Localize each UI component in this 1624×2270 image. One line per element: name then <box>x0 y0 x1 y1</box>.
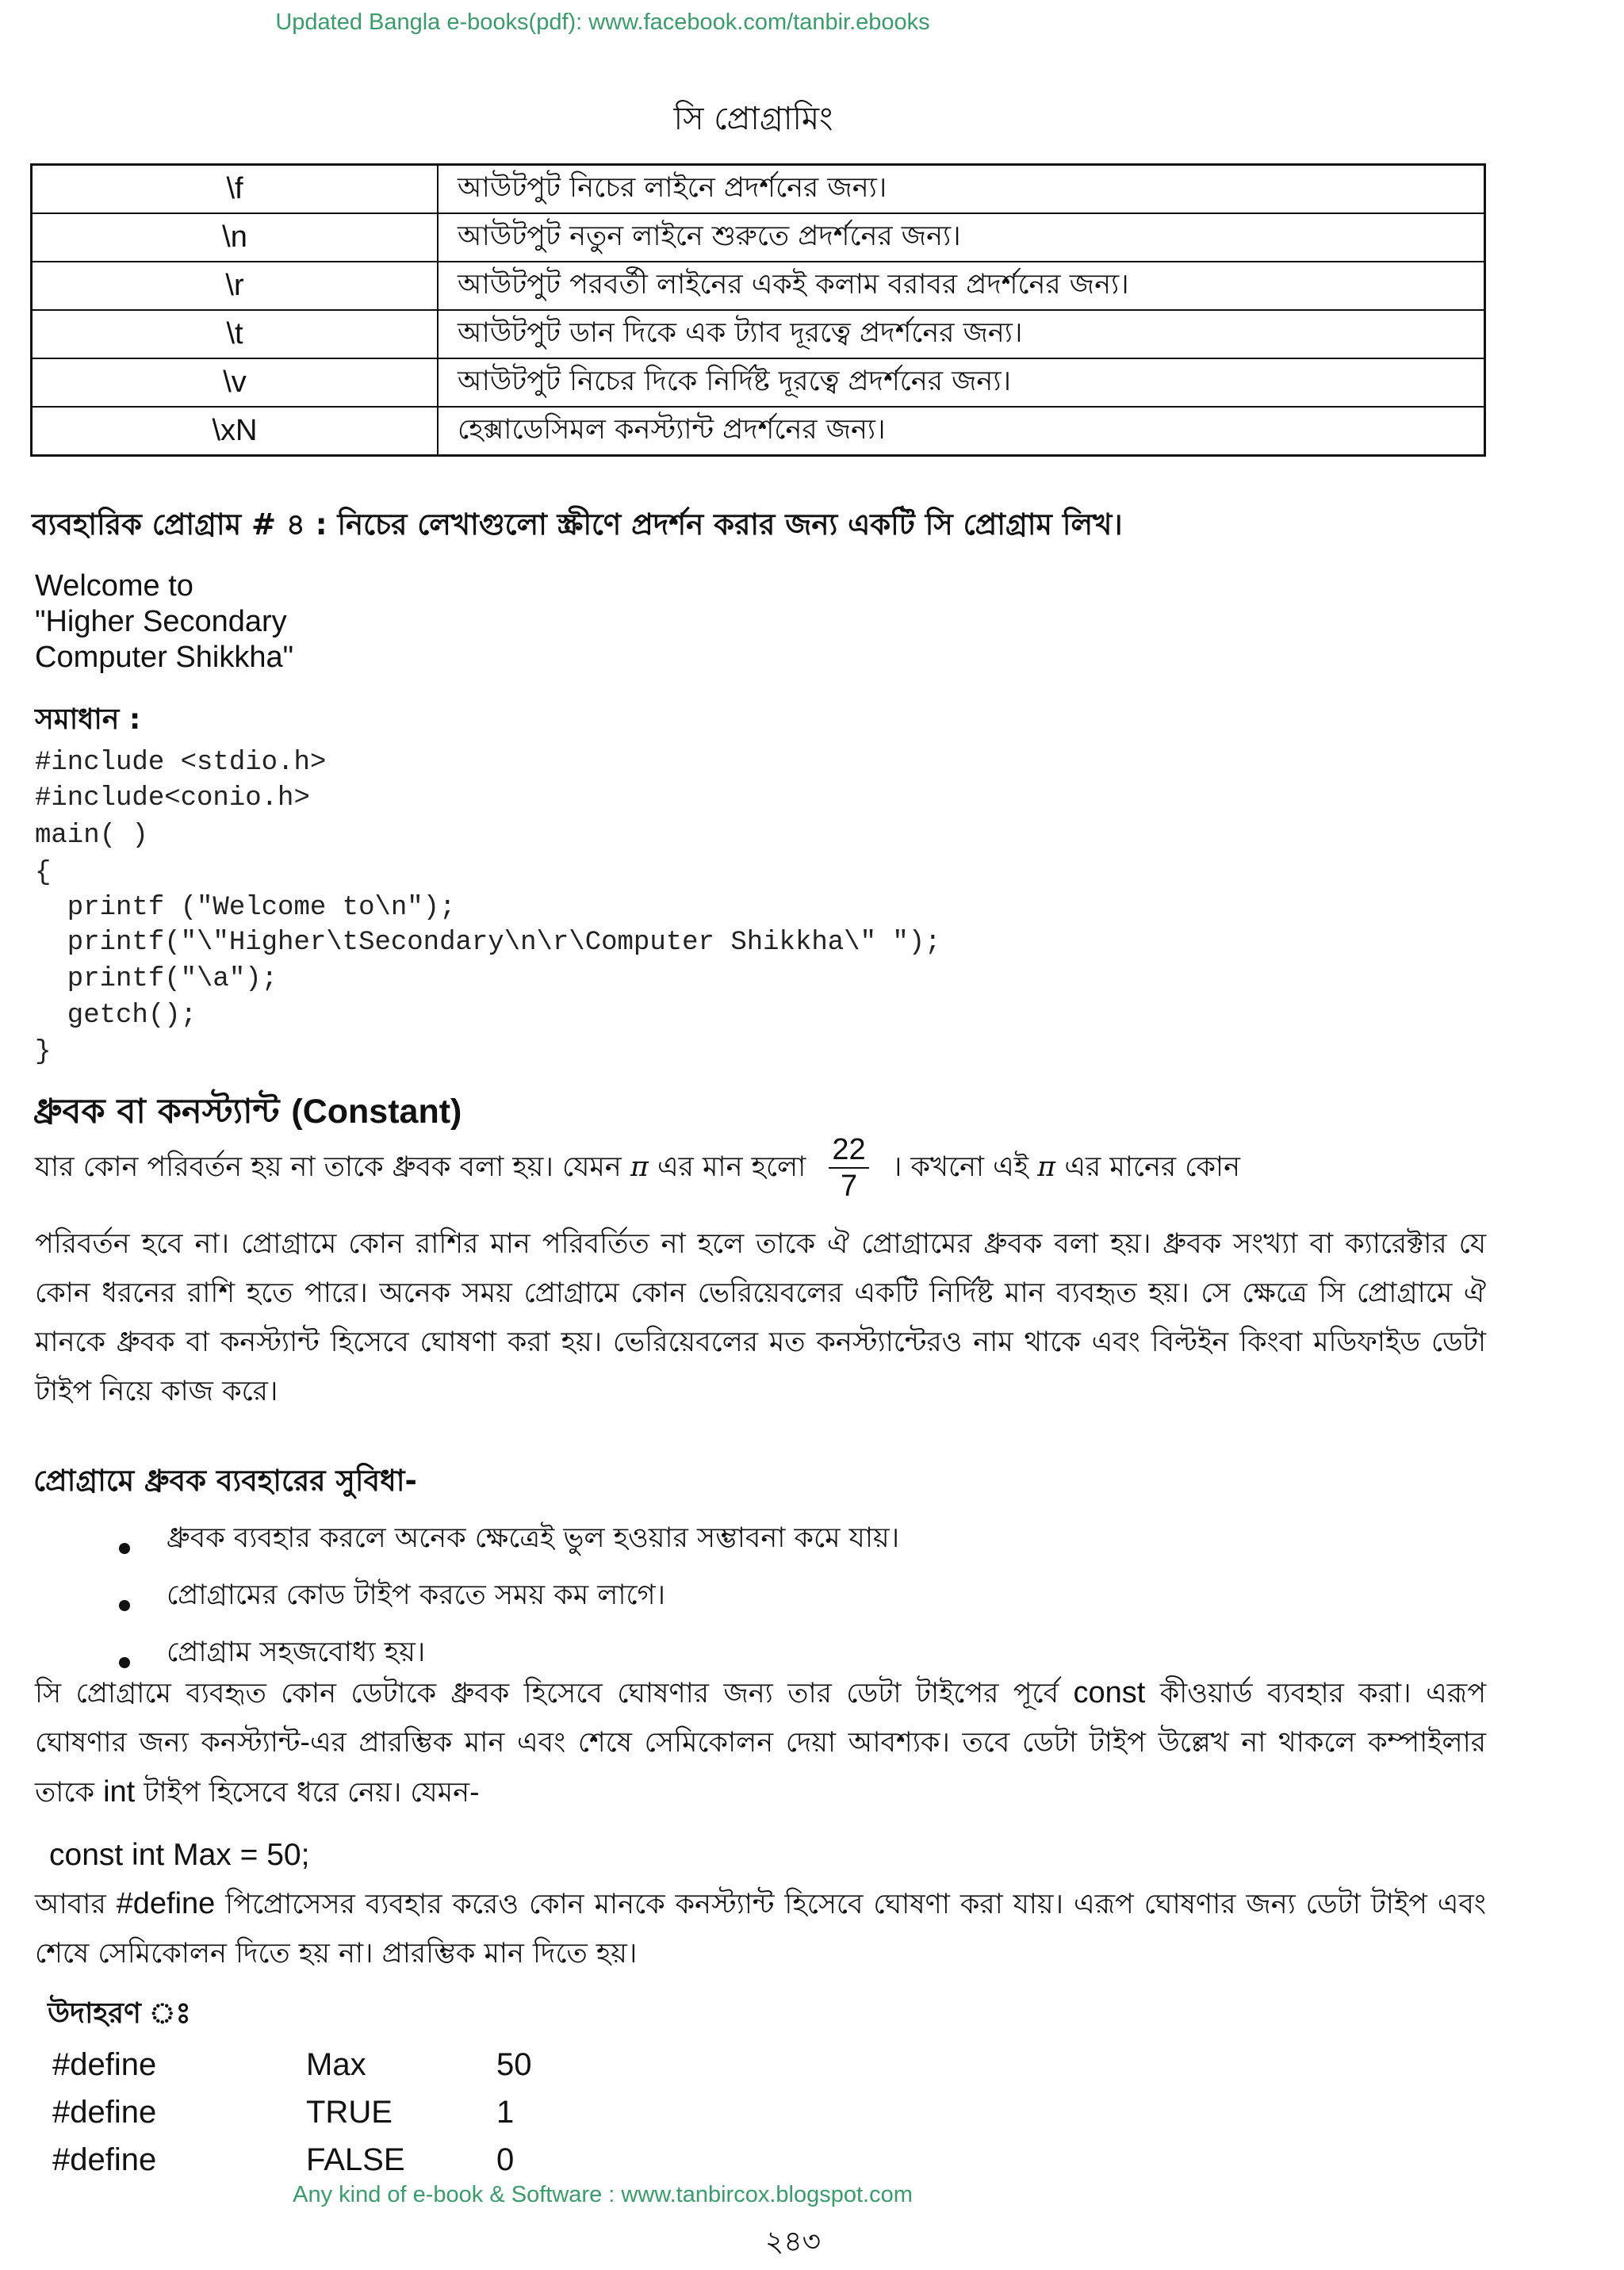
escape-description: আউটপুট নিচের দিকে নির্দিষ্ট দূরত্বে প্রদর্শনের জন্য। <box>438 358 1485 407</box>
bullet-icon <box>119 1600 130 1611</box>
top-banner: Updated Bangla e-books(pdf): www.facebook.com/tanbir.ebooks <box>275 10 930 35</box>
text: টাইপ হিসেবে ধরে নেয়। যেমন- <box>144 1777 480 1809</box>
code-line: main( ) <box>35 821 148 851</box>
define-value: 0 <box>496 2142 515 2177</box>
escape-code: \xN <box>32 407 439 456</box>
fraction <box>829 1132 868 1204</box>
solution-label: সমাধান : <box>35 703 141 736</box>
define-paragraph <box>35 1879 1486 1978</box>
code-line: #include <stdio.h> <box>35 748 327 778</box>
define-name: Max <box>306 2047 366 2082</box>
pi-symbol: π <box>630 1151 649 1183</box>
escape-code: \n <box>32 213 439 262</box>
table-row <box>32 262 1485 310</box>
table-row <box>32 213 1485 262</box>
define-value: 50 <box>496 2047 532 2082</box>
escape-code: \v <box>32 358 439 407</box>
const-example: const int Max = 50; <box>49 1838 310 1872</box>
sample-output-line: Computer Shikkha" <box>35 641 294 674</box>
page-number: ২৪৩ <box>764 2226 822 2258</box>
running-head: সি প্রোগ্রামিং <box>673 101 833 137</box>
table-row <box>32 407 1485 456</box>
text: এর মানের কোন <box>1064 1151 1240 1183</box>
code-line: getch(); <box>35 1001 197 1031</box>
text: সি প্রোগ্রামে ব্যবহৃত কোন ডেটাকে ধ্রুবক হিসেবে ঘোষণার জন্য তার ডেটা টাইপের পূর্বে <box>35 1678 1059 1709</box>
bullet-icon <box>119 1543 130 1554</box>
define-directive: #define <box>52 2047 157 2082</box>
define-directive: #define <box>52 2095 157 2130</box>
code-line: printf ("Welcome to\n"); <box>35 893 456 923</box>
list-item: ধ্রুবক ব্যবহার করলে অনেক ক্ষেত্রেই ভুল হওয়ার সম্ভাবনা কমে যায়। <box>167 1522 900 1554</box>
constant-heading-english: (Constant) <box>291 1093 462 1131</box>
escape-sequence-table <box>30 163 1486 457</box>
const-para-body: পরিবর্তন হবে না। প্রোগ্রামে কোন রাশির মান পরিবর্তিত না হলে তাকে ঐ প্রোগ্রামের ধ্রুবক বলা হয়। ধ্রুবক সংখ্যা বা ক্যারেক্টার যে কোন ধরনের রাশি হতে পারে। অনেক সময় প্রোগ্রামে কোন ভেরিয়েবলের একটি নির্দিষ্ট মান ব্যবহৃত হয়। সে ক্ষেত্রে সি প্রোগ্রামে ঐ মানকে ধ্রুবক বা কনস্ট্যান্ট হিসেবে ঘোষণা করা হয়। ভেরিয়েবলের মত কনস্ট্যান্টেরও নাম থাকে এবং বিল্টইন কিংবা মডিফাইড ডেটা টাইপ নিয়ে কাজ করে। <box>35 1228 1486 1407</box>
table-row <box>32 358 1485 407</box>
table-row <box>32 165 1485 214</box>
text: যার কোন পরিবর্তন হয় না তাকে ধ্রুবক বলা হয়। যেমন <box>35 1151 622 1183</box>
const-declaration-paragraph <box>35 1668 1486 1817</box>
text: পিপ্রোসেসর ব্যবহার করেও কোন মানকে কনস্ট্যান্ট হিসেবে ঘোষণা করা যায়। এরূপ ঘোষণার জন্য ডেটা টাইপ এবং শেষে সেমিকোলন দিতে হয় না। প্রারম্ভিক মান দিতে হয়। <box>35 1889 1486 1970</box>
program-heading: ব্যবহারিক প্রোগ্রাম # ৪ : নিচের লেখাগুলো স্ক্রীণে প্রদর্শন করার জন্য একটি সি প্রোগ্রাম লিখ। <box>32 507 1123 542</box>
escape-description: আউটপুট নিচের লাইনে প্রদর্শনের জন্য। <box>438 165 1485 214</box>
const-para-first-line <box>35 1132 1240 1204</box>
escape-description: আউটপুট পরবর্তী লাইনের একই কলাম বরাবর প্রদর্শনের জন্য। <box>438 262 1485 310</box>
define-keyword: #define <box>116 1887 216 1920</box>
sample-output-line: Welcome to <box>35 569 193 603</box>
fraction-denominator: 7 <box>840 1169 858 1203</box>
table-row <box>32 310 1485 358</box>
advantages-heading: প্রোগ্রামে ধ্রুবক ব্যবহারের সুবিধা- <box>33 1464 417 1498</box>
code-line: #include<conio.h> <box>35 783 310 813</box>
define-directive: #define <box>52 2142 157 2177</box>
int-keyword: int <box>103 1775 136 1809</box>
code-line: printf("\"Higher\tSecondary\n\r\Computer Shikkha\" "); <box>35 928 941 958</box>
list-item: প্রোগ্রাম সহজবোধ্য হয়। <box>167 1636 426 1668</box>
fraction-numerator: 22 <box>829 1132 868 1169</box>
constant-heading-bangla: ধ্রুবক বা কনস্ট্যান্ট <box>33 1092 280 1131</box>
code-line: } <box>35 1037 52 1067</box>
escape-code: \t <box>32 310 439 358</box>
bottom-banner: Any kind of e-book & Software : www.tanbircox.blogspot.com <box>293 2182 913 2207</box>
escape-code: \f <box>32 165 439 214</box>
define-value: 1 <box>496 2095 515 2130</box>
escape-code: \r <box>32 262 439 310</box>
text: । কখনো এই <box>891 1151 1029 1183</box>
text: কীওয়ার্ড ব্যবহার করা। এরূপ ঘোষণার জন্য কনস্ট্যান্ট-এর প্রারম্ভিক মান এবং শেষে সেমিকোলন দেয়া আবশ্যক। তবে ডেটা টাইপ উল্লেখ না থাকলে কম্পাইলার তাকে <box>35 1678 1486 1809</box>
example-label: উদাহরণ ঃ <box>48 1997 191 2030</box>
define-name: FALSE <box>306 2142 405 2177</box>
pi-symbol: π <box>1037 1151 1056 1183</box>
bullet-icon <box>119 1657 130 1668</box>
escape-description: হেক্সাডেসিমল কনস্ট্যান্ট প্রদর্শনের জন্য। <box>438 407 1485 456</box>
text: এর মান হলো <box>657 1151 806 1183</box>
code-line: printf("\a"); <box>35 964 278 994</box>
list-item: প্রোগ্রামের কোড টাইপ করতে সময় কম লাগে। <box>167 1579 666 1611</box>
text: আবার <box>35 1889 106 1920</box>
escape-description: আউটপুট নতুন লাইনে শুরুতে প্রদর্শনের জন্য। <box>438 213 1485 262</box>
sample-output-line: "Higher Secondary <box>35 605 287 638</box>
const-keyword: const <box>1073 1676 1146 1709</box>
define-name: TRUE <box>306 2095 393 2130</box>
code-line: { <box>35 858 52 888</box>
escape-description: আউটপুট ডান দিকে এক ট্যাব দূরত্বে প্রদর্শনের জন্য। <box>438 310 1485 358</box>
